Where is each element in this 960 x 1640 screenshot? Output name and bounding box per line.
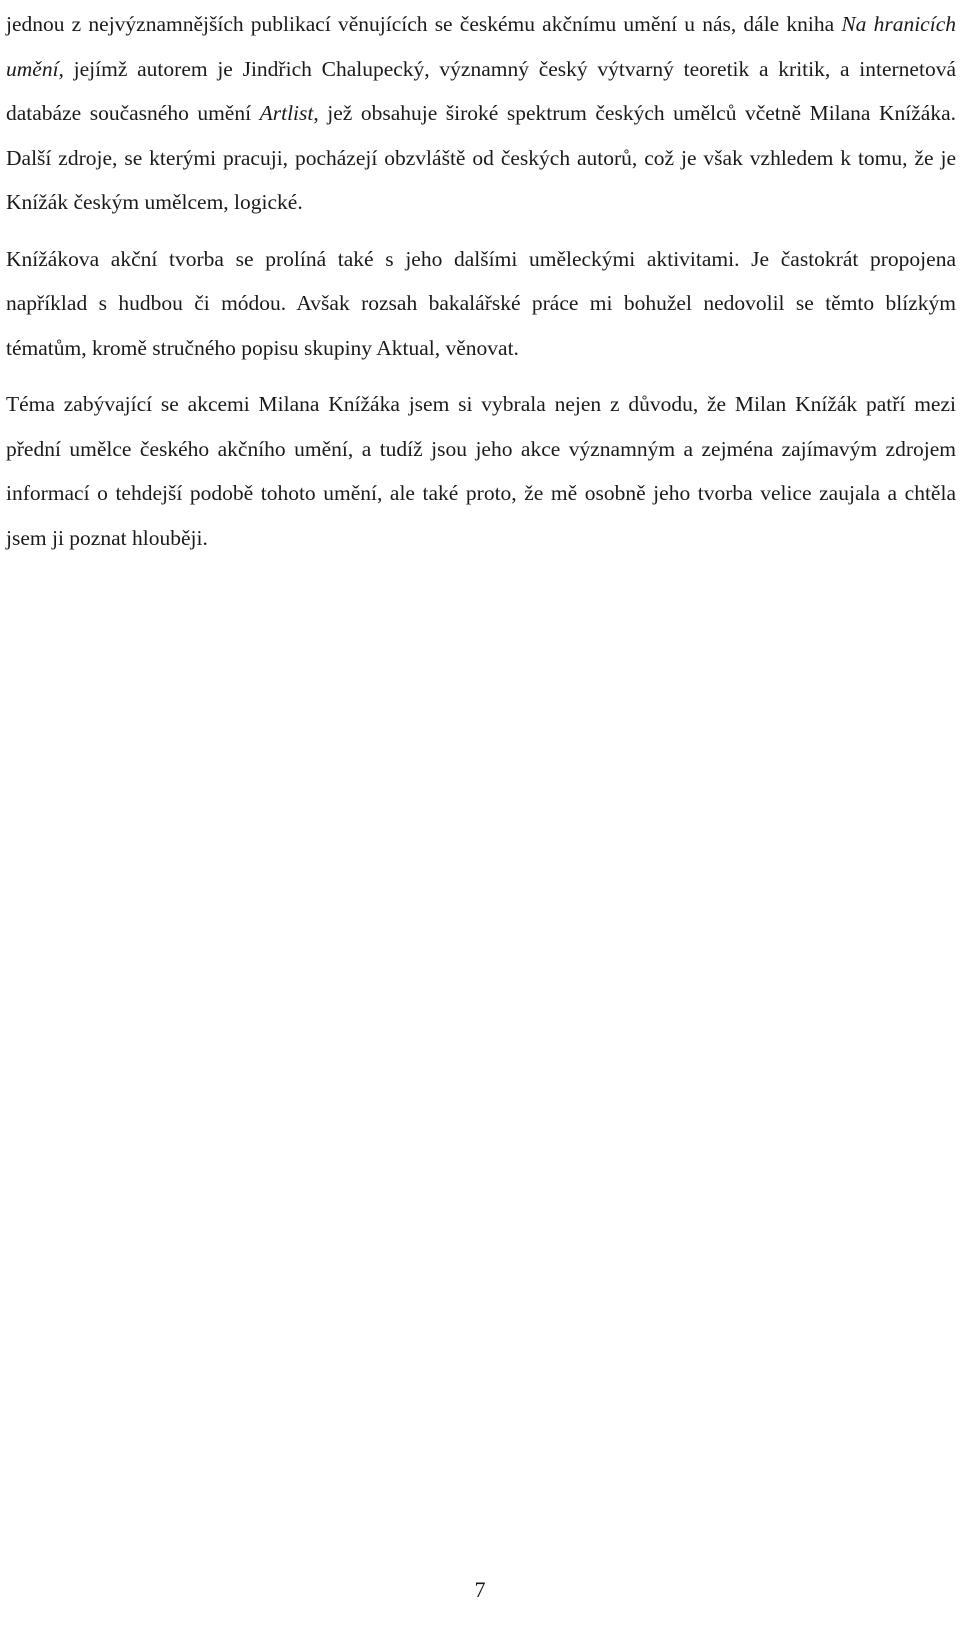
- database-title-italic: Artlist: [259, 101, 314, 125]
- text-segment: , jež obsahuje široké spektrum českých umělců včetně Milana Knížáka. Další zdroje, se kterými pracuji, pocházejí obzvláště od českých autorů, což je však vzhledem k tomu, že je Knížák českým umělcem, logické.: [6, 101, 957, 214]
- paragraph-topic-choice: [6, 382, 956, 560]
- book-title-italic: Na hranicích umění,: [6, 12, 956, 81]
- paragraph-sources: [6, 2, 956, 225]
- text-segment: jejímž autorem je Jindřich Chalupecký, významný český výtvarný teoretik a kritik, a internetová databáze současného umění: [6, 56, 956, 125]
- text-segment: jednou z nejvýznamnějších publikací věnujících se českému akčnímu umění u nás, dále kniha: [6, 12, 842, 36]
- body-text: [6, 2, 956, 560]
- paragraph-activities: [6, 237, 956, 371]
- text-segment: Knížákova akční tvorba se prolíná také s jeho dalšími uměleckými aktivitami. Je častokrát propojena například s hudbou či módou. Avšak rozsah bakalářské práce mi bohužel nedovolil se těmto blízkým tématům, kromě stručného popisu skupiny Aktual, věnovat.: [6, 246, 956, 360]
- page-number: 7: [474, 1577, 486, 1602]
- text-segment: Téma zabývající se akcemi Milana Knížáka jsem si vybrala nejen z důvodu, že Milan Knížák patří mezi přední umělce českého akčního umění, a tudíž jsou jeho akce významným a zejména zajímavým zdrojem informací o tehdejší podobě tohoto umění, ale také proto, že mě osobně jeho tvorba velice zaujala a chtěla jsem ji poznat hlouběji.: [6, 392, 956, 550]
